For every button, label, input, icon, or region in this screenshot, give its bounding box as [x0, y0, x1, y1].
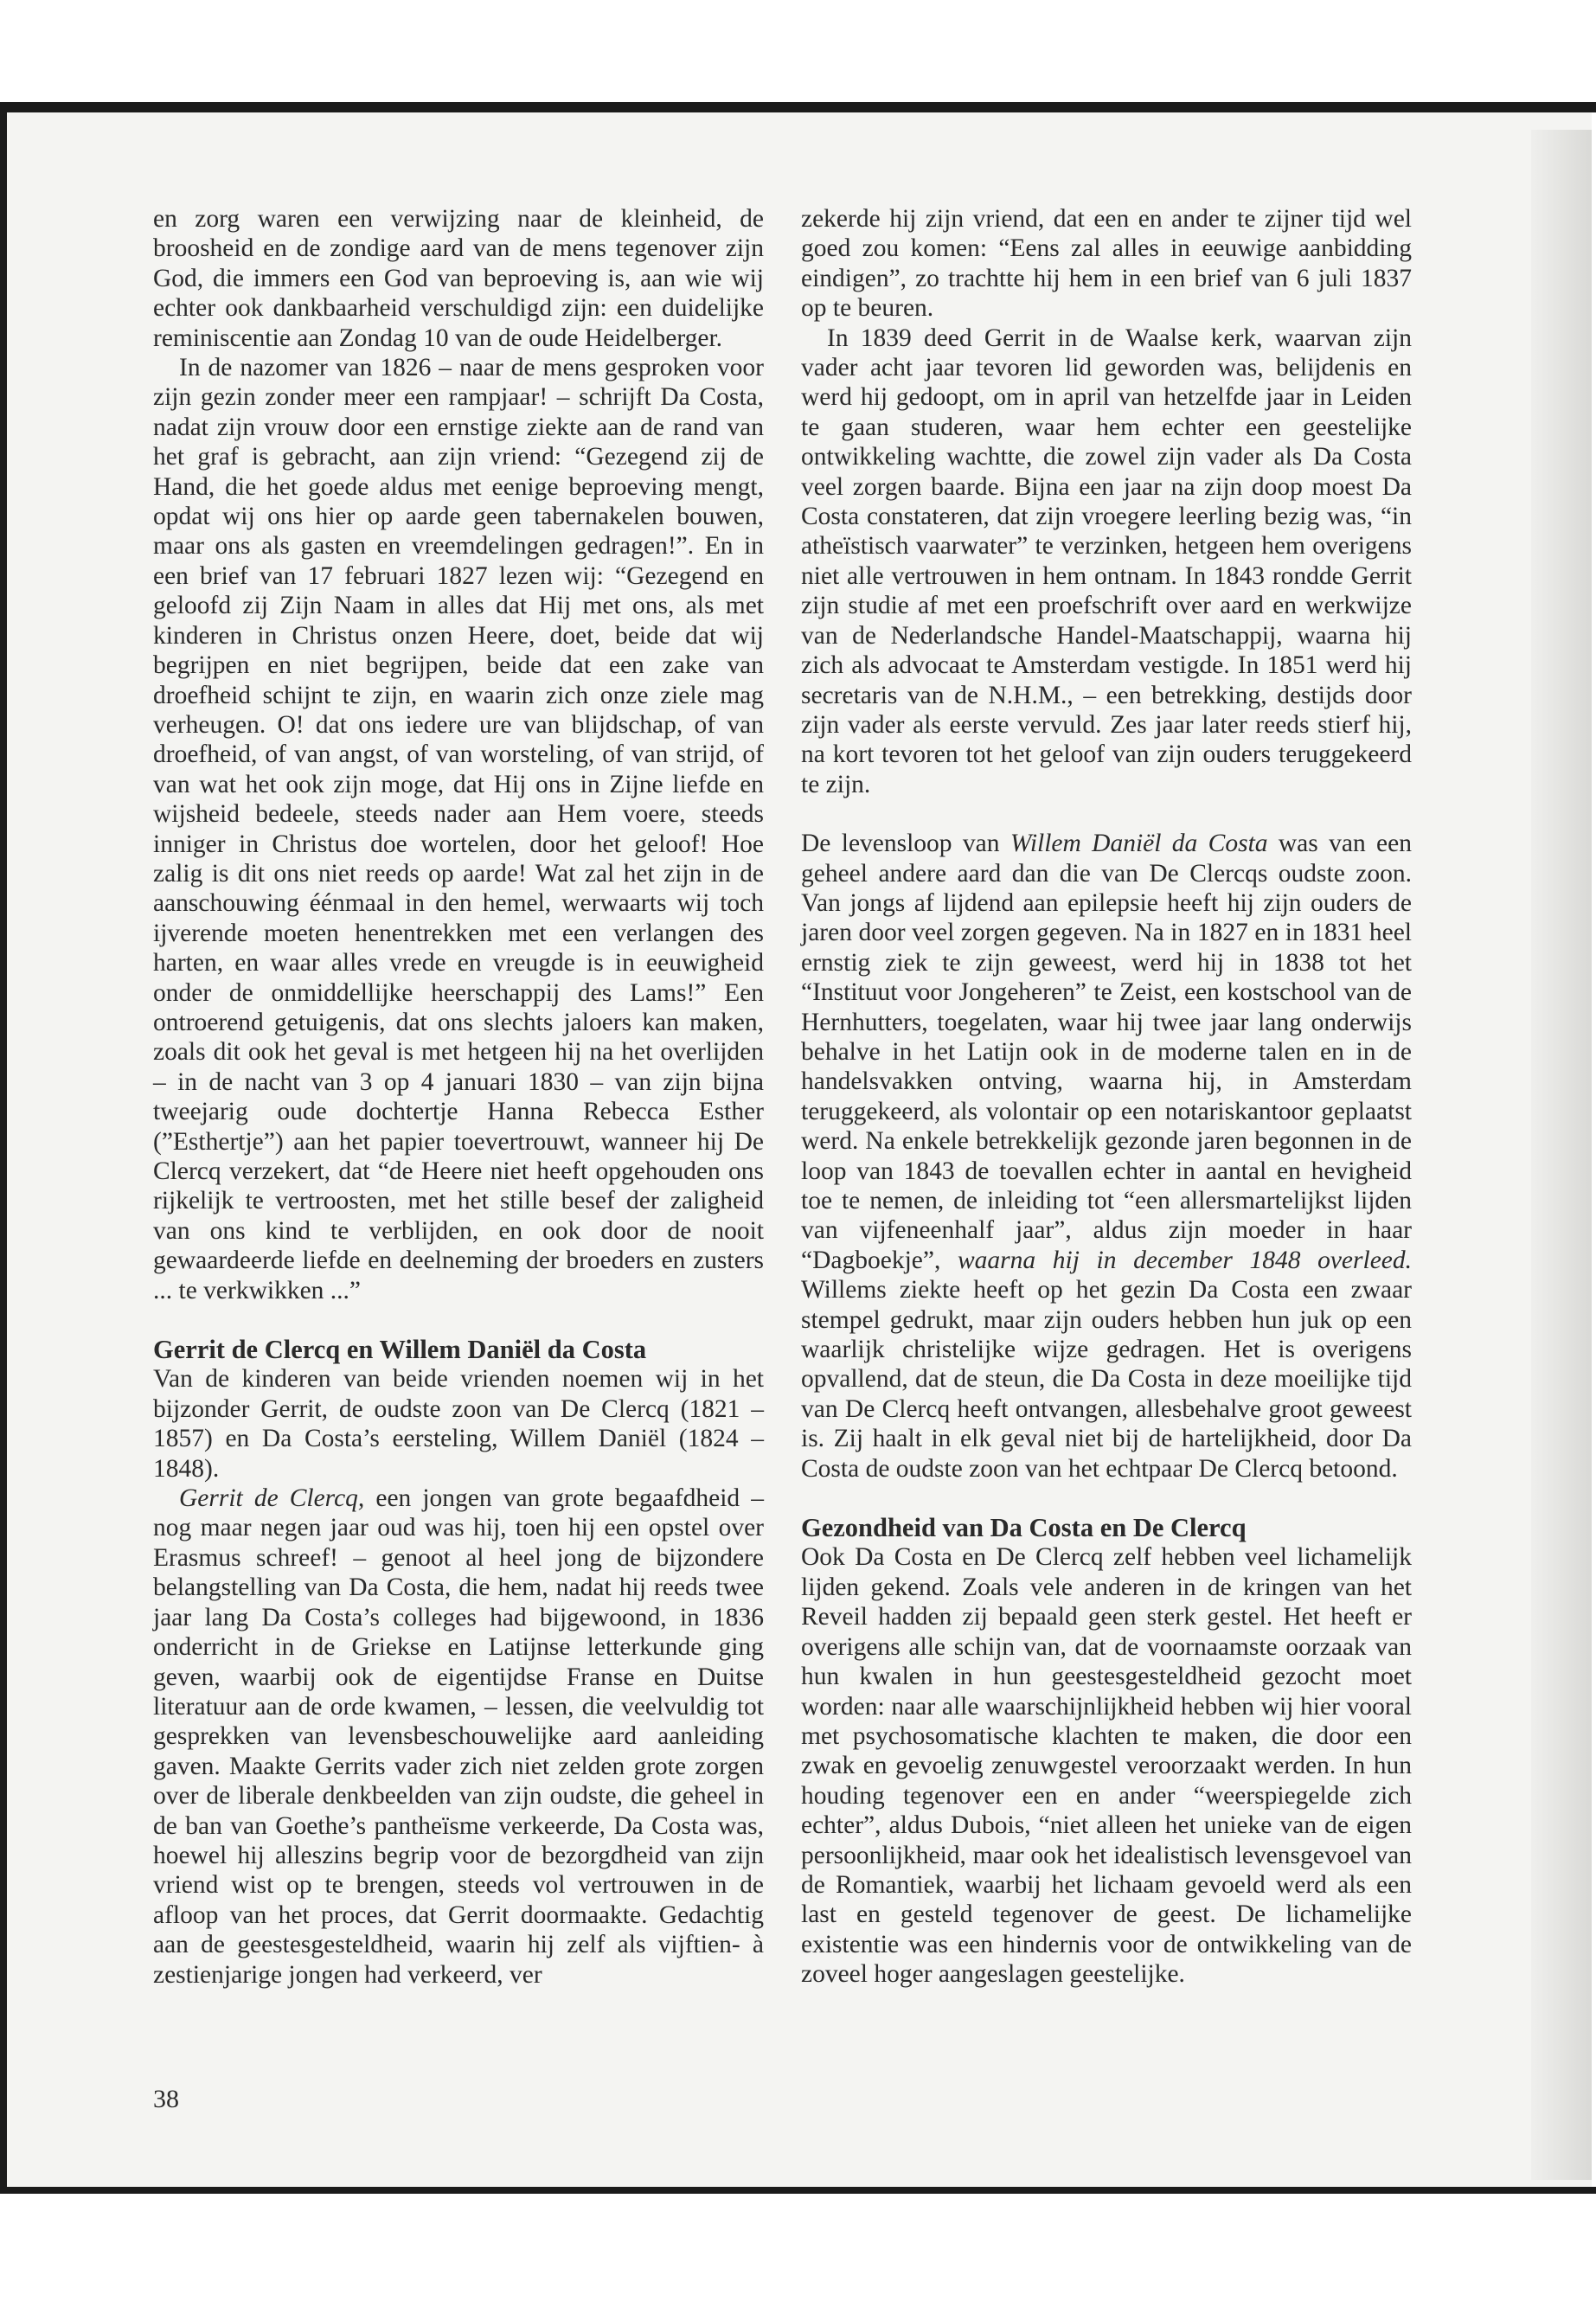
scan-border-bottom — [0, 2187, 1596, 2194]
paragraph-text: een jongen van grote begaafdheid – nog maar negen jaar oud was hij, toen hij een opstel over Erasmus schreef! – genoot al heel jong de bijzondere belangstelling van Da Costa, die hem, nadat hij reeds twee jaar lang Da Costa’s colleges had bijgewoond, in 1836 onderricht in de Griekse en Latijnse letterkunde ging geven, waarbij ook de eigentijdse Franse en Duitse literatuur aan de orde kwamen, – lessen, die veelvuldig tot gesprekken van levensbeschouwelijke aard aanleiding gaven. Maakte Gerrits vader zich niet zelden grote zorgen over de liberale denkbeelden van zijn oudste, die geheel in de ban van Goethe’s pantheïsme verkeerde, Da Costa was, hoewel hij alleszins begrip voor de bezorgdheid van zijn vriend wist op te brengen, steeds vol vertrouwen in de afloop van het proces, dat Gerrit doormaakte. Gedachtig aan de geestesgesteldheid, waarin hij zelf als vijftien- à zestienjarige jongen had verkeerd, ver — [153, 1484, 764, 1989]
paragraph: zekerde hij zijn vriend, dat een en ander te zijner tijd wel goed zou komen: “Eens zal alles in eeuwige aanbidding eindigen”, zo trachtte hij hem in een brief van 6 juli 1837 op te beuren. — [801, 205, 1412, 323]
right-column — [801, 204, 1412, 1990]
section-heading: Gerrit de Clercq en Willem Daniël da Costa — [153, 1335, 647, 1365]
scan-border-left — [0, 102, 7, 2194]
paragraph-text: was van een geheel andere aard dan die van De Clercqs oudste zoon. Van jongs af lijdend aan epilepsie heeft hij zijn ouders de jaren door veel zorgen gegeven. Na in 1827 en in 1831 heel ernstig ziek te zijn geweest, werd hij in 1838 tot het “Instituut voor Jongeheren” te Zeist, een kostschool van de Hernhutters, toegelaten, waar hij twee jaar lang onderwijs behalve in het Latijn ook in de moderne talen en in de handelsvakken ontving, waarna hij, in Amsterdam teruggekeerd, als volontair op een notariskantoor geplaatst werd. Na enkele betrekkelijk gezonde jaren begonnen in de loop van 1843 de toevallen echter in aantal en hevigheid toe te nemen, de inleiding tot “een allersmartelijkst lijden van vijfeneenhalf jaar”, aldus zijn moeder in haar “Dagboekje”, — [801, 830, 1412, 1274]
paragraph — [153, 1484, 764, 1990]
italic-text: waarna hij in december 1848 overleed. — [957, 1246, 1413, 1274]
paragraph: Van de kinderen van beide vrienden noemen wij in het bijzonder Gerrit, de oudste zoon van De Clercq (1821 – 1857) en Da Costa’s eersteling, Willem Daniël (1824 – 1848). — [153, 1365, 764, 1483]
page-gutter-shadow — [1531, 130, 1592, 2180]
paragraph — [801, 829, 1412, 1484]
paragraph: en zorg waren een verwijzing naar de kleinheid, de broosheid en de zondige aard van de mens tegenover zijn God, die immers een God van beproeving is, aan wie wij echter ook dankbaarheid verschuldigd zijn: een duidelijke reminiscentie aan Zondag 10 van de oude Heidelberger. — [153, 205, 764, 352]
section-heading: Gezondheid van Da Costa en De Clercq — [801, 1513, 1247, 1543]
italic-name: Willem Daniël da Costa — [1010, 830, 1268, 858]
page-number: 38 — [153, 2085, 179, 2113]
paragraph-text: Willems ziekte heeft op het gezin Da Costa een zwaar stempel gedrukt, maar zijn ouders hebben hun juk op een waarlijk christelijke wijze gedragen. Het is overigens opvallend, dat de steun, die Da Costa in deze moeilijke tijd van De Clercq heeft ontvangen, allesbehalve groot geweest is. Zij haalt in elk geval niet bij de hartelijkheid, door Da Costa de oudste zoon van het echtpaar De Clercq betoond. — [801, 1276, 1412, 1483]
paragraph-text: De levensloop van — [801, 830, 1010, 858]
italic-name: Gerrit de Clercq, — [179, 1484, 365, 1513]
paragraph: In 1839 deed Gerrit in de Waalse kerk, waarvan zijn vader acht jaar tevoren lid geworden was, belijdenis en werd hij gedoopt, om in april van hetzelfde jaar in Leiden te gaan studeren, waar hem echter een geestelijke ontwikkeling wachtte, die zowel zijn vader als Da Costa veel zorgen baarde. Bijna een jaar na zijn doop moest Da Costa constateren, dat zijn vroegere leerling bezig was, “in atheïstisch vaarwater” te verzinken, hetgeen hem overigens niet alle vertrouwen in hem ontnam. In 1843 rondde Gerrit zijn studie af met een proefschrift over aard en werkwijze van de Nederlandsche Handel-Maatschappij, waarna hij zich als advocaat te Amsterdam vestigde. In 1851 werd hij secretaris van de N.H.M., – een betrekking, destijds door zijn vader als eerste vervuld. Zes jaar later reeds stierf hij, na kort tevoren tot het geloof van zijn ouders teruggekeerd te zijn. — [801, 324, 1412, 798]
left-column — [153, 204, 764, 1990]
scan-border-top — [0, 102, 1596, 112]
paragraph: Ook Da Costa en De Clercq zelf hebben veel lichamelijk lijden gekend. Zoals vele anderen in de kringen van het Reveil hadden zij bepaald geen sterk gestel. Het heeft er overigens alle schijn van, dat de voornaamste oorzaak van hun kwalen in hun geestesgesteldheid gezocht moet worden: naar alle waarschijnlijkheid hebben wij hier vooral met psychosomatische klachten te maken, die door een zwak en gevoelig zenuwgestel veroorzaakt werden. In hun houding tegenover een en ander “weerspiegelde zich echter”, aldus Dubois, “niet alleen het unieke van de eigen persoonlijkheid, maar ook het idealistisch levensgevoel van de Romantiek, waarbij het lichaam gevoeld werd als een last en gesteld tegenover de geest. De lichamelijke existentie was een hindernis voor de ontwikkeling van de zoveel hoger aangeslagen geestelijke. — [801, 1543, 1412, 1989]
paragraph: In de nazomer van 1826 – naar de mens gesproken voor zijn gezin zonder meer een rampjaar! – schrijft Da Costa, nadat zijn vrouw door een ernstige ziekte aan de rand van het graf is gebracht, aan zijn vriend: “Gezegend zij de Hand, die het goede aldus met eenige beproeving mengt, opdat wij ons hier op aarde geen tabernakelen bouwen, maar ons als gasten en vreemdelingen gedragen!”. En in een brief van 17 februari 1827 lezen wij: “Gezegend en geloofd zij Zijn Naam in alles dat Hij met ons, als met kinderen in Christus onzen Heere, doet, beide dat wij begrijpen en niet begrijpen, beide dat een zake van droefheid schijnt te zijn, en waarin zich onze ziele mag verheugen. O! dat ons iedere ure van blijdschap, of van droefheid, of van angst, of van worsteling, of van strijd, of van wat het ook zijn moge, dat Hij ons in Zijne liefde en wijsheid bedeele, steeds nader aan Hem voere, steeds inniger in Christus doe wortelen, door het geloof! Hoe zalig is dit ons niet reeds op aarde! Wat zal het zijn in de aanschouwing éénmaal in den hemel, werwaarts wij toch ijverende moeten henentrekken met een verlangen des harten, en waar alles vrede en vreugde is in eeuwigheid onder de onmiddellijke heerschappij des Lams!” Een ontroerend getuigenis, dat ons slechts jaloers kan maken, zoals dit ook het geval is met hetgeen hij na het overlijden – in de nacht van 3 op 4 januari 1830 – van zijn bijna tweejarig oude dochtertje Hanna Rebecca Esther (”Esthertje”) aan het papier toevertrouwt, wanneer hij De Clercq verzekert, dat “de Heere niet heeft opgehouden ons rijkelijk te vertroosten, met het stille besef der zaligheid van ons kind te verblijden, en ook door de nooit gewaardeerde liefde en deelneming der broeders en zusters ... te verkwikken ...” — [153, 354, 764, 1304]
